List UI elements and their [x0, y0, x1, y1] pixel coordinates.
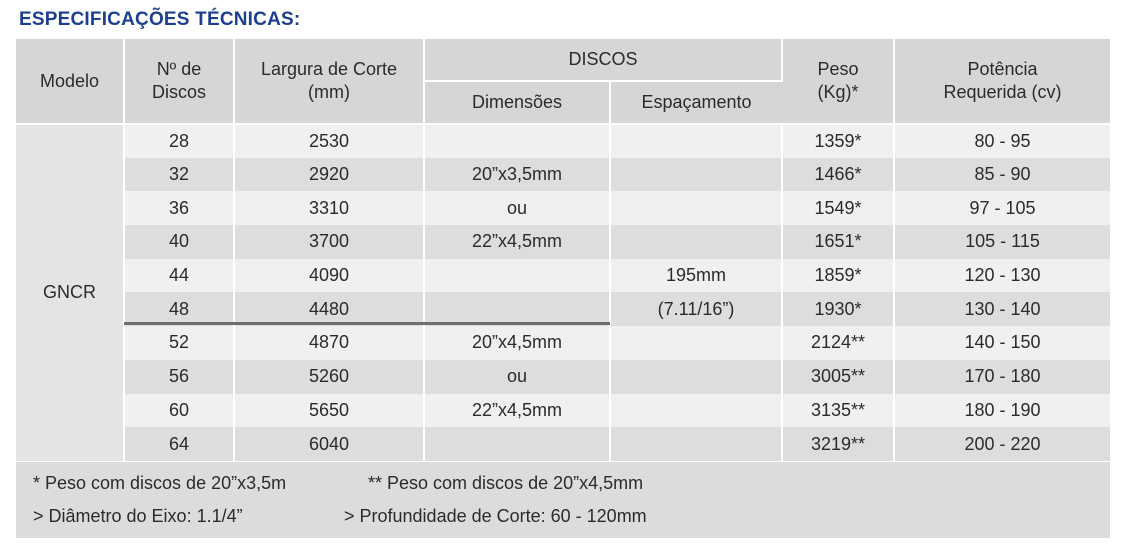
dimensions-cell: 20”x3,5mm [424, 158, 610, 192]
spacing-cell: (7.11/16”) [610, 292, 782, 326]
cut-width-cell: 3700 [234, 225, 424, 259]
dimensions-cell: 20”x4,5mm [424, 326, 610, 360]
weight-cell: 1466* [782, 158, 894, 192]
footnote-shaft-diameter: > Diâmetro do Eixo: 1.1/4” [33, 506, 243, 526]
table-row [16, 158, 1110, 192]
power-cell: 200 - 220 [894, 427, 1110, 461]
cut-width-cell: 3310 [234, 191, 424, 225]
dimensions-cell [424, 427, 610, 461]
spacing-cell [610, 124, 782, 158]
power-cell: 105 - 115 [894, 225, 1110, 259]
header-discs-group: DISCOS [424, 39, 782, 81]
weight-cell: 2124** [782, 326, 894, 360]
weight-cell: 3135** [782, 394, 894, 428]
dimensions-cell: 22”x4,5mm [424, 225, 610, 259]
section-title: ESPECIFICAÇÕES TÉCNICAS: [19, 9, 301, 30]
dimensions-cell: ou [424, 191, 610, 225]
table-row [16, 427, 1110, 461]
header-spacing: Espaçamento [610, 81, 782, 124]
cut-width-cell: 5260 [234, 360, 424, 394]
header-dimensions: Dimensões [424, 81, 610, 124]
table-row [16, 360, 1110, 394]
cut-width-cell: 4090 [234, 259, 424, 293]
power-cell: 130 - 140 [894, 292, 1110, 326]
footnote-cut-depth: > Profundidade de Corte: 60 - 120mm [344, 506, 647, 526]
cut-width-cell: 2530 [234, 124, 424, 158]
power-cell: 85 - 90 [894, 158, 1110, 192]
power-cell: 170 - 180 [894, 360, 1110, 394]
dimensions-cell [424, 124, 610, 158]
power-cell: 140 - 150 [894, 326, 1110, 360]
table-row [16, 124, 1110, 158]
table-row [16, 326, 1110, 360]
discs-count-cell: 64 [124, 427, 234, 461]
table-row [16, 191, 1110, 225]
table-row [16, 225, 1110, 259]
discs-count-cell: 52 [124, 326, 234, 360]
spacing-cell [610, 394, 782, 428]
weight-cell: 1651* [782, 225, 894, 259]
header-cut-width: Largura de Corte (mm) [234, 39, 424, 124]
discs-count-cell: 32 [124, 158, 234, 192]
table-row [16, 394, 1110, 428]
header-power: Potência Requerida (cv) [894, 39, 1110, 124]
spacing-cell [610, 326, 782, 360]
cut-width-cell: 4870 [234, 326, 424, 360]
cut-width-cell: 2920 [234, 158, 424, 192]
footnote-weight-double: ** Peso com discos de 20”x4,5mm [368, 473, 644, 493]
header-discs-count: Nº de Discos [124, 39, 234, 124]
weight-cell: 1859* [782, 259, 894, 293]
cut-width-cell: 5650 [234, 394, 424, 428]
power-cell: 97 - 105 [894, 191, 1110, 225]
header-weight: Peso (Kg)* [782, 39, 894, 124]
model-cell: GNCR [16, 124, 124, 461]
discs-count-cell: 44 [124, 259, 234, 293]
spacing-cell [610, 225, 782, 259]
spacing-cell [610, 360, 782, 394]
discs-count-cell: 28 [124, 124, 234, 158]
weight-cell: 3219** [782, 427, 894, 461]
weight-cell: 1549* [782, 191, 894, 225]
dimensions-cell: 22”x4,5mm [424, 394, 610, 428]
discs-count-cell: 48 [124, 292, 234, 326]
spacing-cell [610, 158, 782, 192]
weight-cell: 1930* [782, 292, 894, 326]
table-row [16, 259, 1110, 293]
weight-cell: 1359* [782, 124, 894, 158]
spacing-cell [610, 191, 782, 225]
dimensions-cell: ou [424, 360, 610, 394]
power-cell: 120 - 130 [894, 259, 1110, 293]
footnotes-box [16, 462, 1110, 538]
cut-width-cell: 6040 [234, 427, 424, 461]
footnote-weight-single: * Peso com discos de 20”x3,5m [33, 473, 287, 493]
group-separator-line [124, 322, 610, 325]
discs-count-cell: 60 [124, 394, 234, 428]
header-model: Modelo [16, 39, 124, 124]
discs-count-cell: 40 [124, 225, 234, 259]
power-cell: 80 - 95 [894, 124, 1110, 158]
spacing-cell: 195mm [610, 259, 782, 293]
discs-count-cell: 36 [124, 191, 234, 225]
spacing-cell [610, 427, 782, 461]
power-cell: 180 - 190 [894, 394, 1110, 428]
specifications-table [16, 39, 1110, 461]
dimensions-cell [424, 259, 610, 293]
cut-width-cell: 4480 [234, 292, 424, 326]
discs-count-cell: 56 [124, 360, 234, 394]
weight-cell: 3005** [782, 360, 894, 394]
